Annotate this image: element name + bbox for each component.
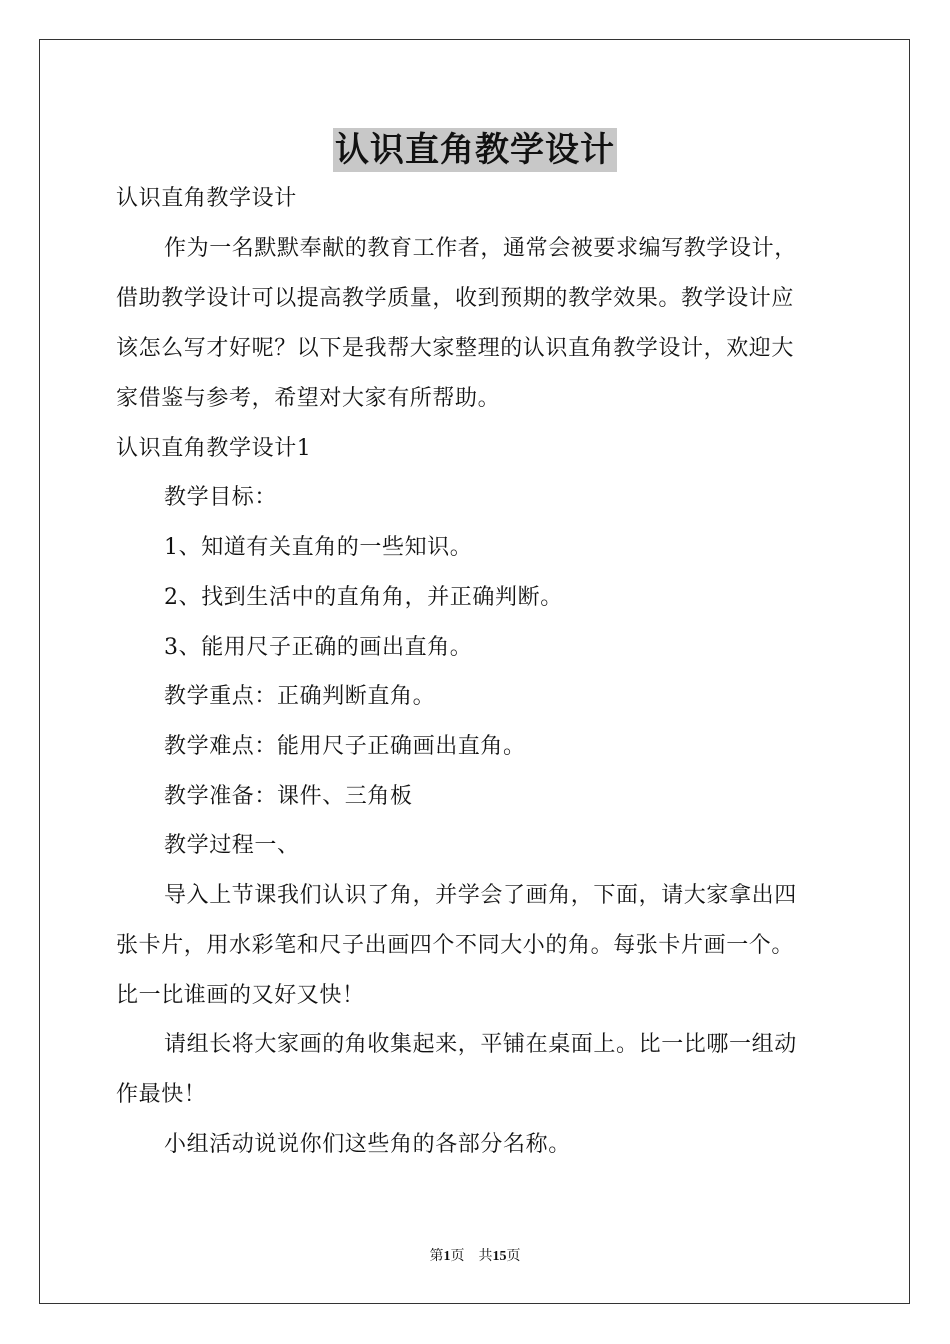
document-title-wrapper <box>0 128 950 172</box>
paragraph-line: 作为一名默默奉献的教育工作者，通常会被要求编写教学设计， <box>164 236 797 261</box>
list-item: 3、能用尺子正确的画出直角。 <box>164 635 473 660</box>
footer-page-total: 15 <box>492 1249 507 1264</box>
subtitle-line: 认识直角教学设计 <box>116 186 297 211</box>
paragraph-line: 导入上节课我们认识了角，并学会了画角，下面，请大家拿出四 <box>164 883 797 908</box>
footer-total-suffix: 页 <box>506 1249 521 1264</box>
paragraph-line: 教学重点：正确判断直角。 <box>164 684 436 709</box>
paragraph-line: 借助教学设计可以提高教学质量，收到预期的教学效果。教学设计应 <box>116 286 795 311</box>
paragraph-line: 小组活动说说你们这些角的各部分名称。 <box>164 1132 571 1157</box>
footer-page-suffix: 页 <box>450 1249 465 1264</box>
paragraph-line: 比一比谁画的又好又快！ <box>116 983 365 1008</box>
footer-page-prefix: 第 <box>429 1249 444 1264</box>
page-footer <box>0 1247 950 1267</box>
paragraph-line: 教学目标： <box>164 485 278 510</box>
list-item: 1、知道有关直角的一些知识。 <box>164 535 473 560</box>
paragraph-line: 张卡片，用水彩笔和尺子出画四个不同大小的角。每张卡片画一个。 <box>116 933 795 958</box>
paragraph-line: 作最快！ <box>116 1082 207 1107</box>
paragraph-line: 家借鉴与参考，希望对大家有所帮助。 <box>116 386 501 411</box>
footer-total-prefix: 共 <box>478 1249 493 1264</box>
list-item: 2、找到生活中的直角角，并正确判断。 <box>164 585 563 610</box>
paragraph-line: 教学准备：课件、三角板 <box>164 784 413 809</box>
section-heading: 认识直角教学设计1 <box>116 436 312 461</box>
footer-page-current: 1 <box>443 1249 451 1264</box>
paragraph-line: 教学难点：能用尺子正确画出直角。 <box>164 734 526 759</box>
paragraph-line: 教学过程一、 <box>164 833 300 858</box>
page-border <box>39 39 910 1304</box>
paragraph-line: 该怎么写才好呢？以下是我帮大家整理的认识直角教学设计，欢迎大 <box>116 336 795 361</box>
paragraph-line: 请组长将大家画的角收集起来，平铺在桌面上。比一比哪一组动 <box>164 1032 797 1057</box>
document-title: 认识直角教学设计 <box>335 130 615 170</box>
